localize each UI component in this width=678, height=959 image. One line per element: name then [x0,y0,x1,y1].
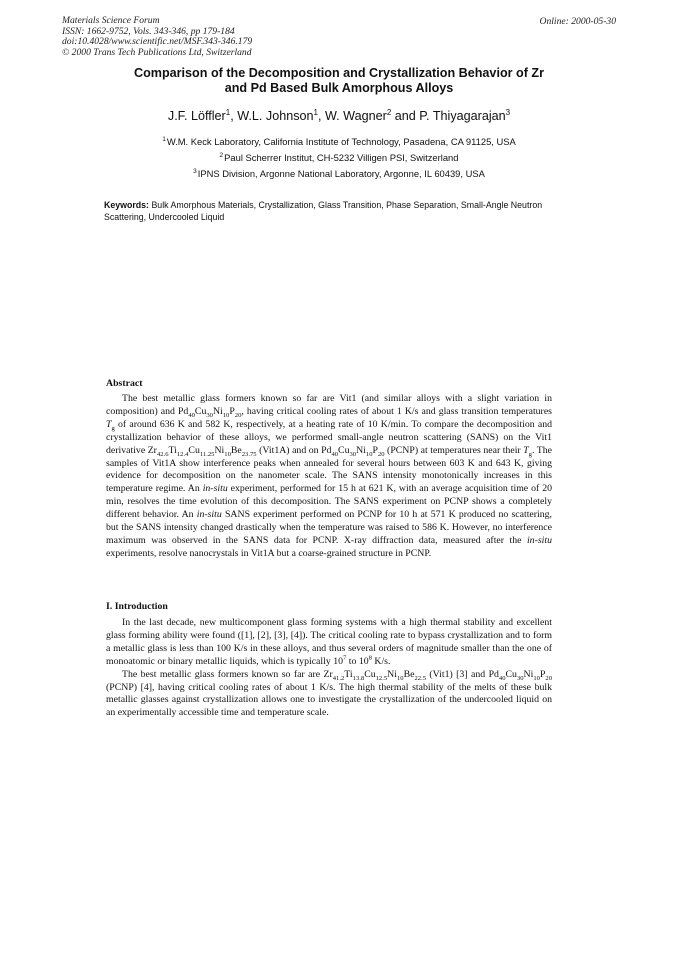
affiliation-3 [60,168,618,179]
formula-subscript: 10 [533,674,540,682]
text-run: . The samples of Vit1A show interference peaks when annealed for several hours between 603 K and 643 K, giving evidence for decomposition on the nanometer scale. The SANS intensity monotonically increases in this temperature regime. An [106,444,553,495]
formula-pcnp: $Pd_{40}Cu_{30}Ni_{10}P_{20}$ [488,668,552,682]
tg-subscript: g [111,424,115,432]
issn-line: ISSN: 1662-9752, Vols. 343-346, pp 179-184 [62,25,235,37]
formula-subscript: 30 [349,450,357,458]
author-separator: , [230,109,238,123]
author-list [60,109,618,123]
formula-subscript: 11.25 [199,450,215,458]
formula-subscript: 20 [234,411,242,419]
formula-pcnp: $Pd_{40}Cu_{30}Ni_{10}P_{20}$ [177,405,242,419]
text-run: (PCNP) at temperatures near their [384,444,524,456]
formula-subscript: 10 [222,411,230,419]
author-name: P. Thiyagarajan [419,109,506,123]
formula-pcnp: $Pd_{40}Cu_{30}Ni_{10}P_{20}$ [321,444,385,458]
affiliation-text: IPNS Division, Argonne National Laboratory, Argonne, IL 60439, USA [197,168,485,179]
tg-subscript: g [528,450,532,458]
paper-title [80,66,598,96]
text-run: The best metallic glass formers known so far are [122,668,324,680]
author-affiliation-mark: 3 [505,107,511,117]
formula-subscript: 30 [206,411,213,419]
formula-subscript: 10 [365,450,373,458]
keywords-text: Bulk Amorphous Materials, Crystallization, Glass Transition, Phase Separation, Small-Angle Neutron Scattering, Undercooled Liquid [104,200,543,222]
formula-subscript: 42.6 [156,450,169,458]
title-line-1: Comparison of the Decomposition and Crystallization Behavior of Zr [133,66,545,80]
formula-subscript: 20 [545,674,552,682]
introduction-body [106,617,552,720]
affiliation-number: 3 [193,167,197,175]
intro-paragraph-1 [106,617,552,669]
abstract-paragraph [106,393,552,561]
author-name: J.F. Löffler [167,109,226,123]
online-date: Online: 2000-05-30 [539,16,616,27]
author-affiliation-mark: 2 [386,107,392,117]
author-name: W.L. Johnson [237,109,314,123]
affiliation-text: W.M. Keck Laboratory, California Institute of Technology, Pasadena, CA 91125, USA [166,136,516,147]
affiliation-text: Paul Scherrer Institut, CH-5232 Villigen PSI, Switzerland [224,152,459,163]
keywords [104,199,570,223]
formula-subscript: 40 [498,674,506,682]
tg-symbol: T [106,418,112,430]
formula-subscript: 12.5 [375,674,388,682]
text-run: SANS experiment performed on PCNP for 10 h at 571 K produced no scattering, but the SANS intensity changed drastically when the temperature was raised to 586 K. However, no interference maximum was observed in the SANS data for PCNP. X-ray diffraction data, measured after the [106,509,552,546]
in-situ-term: in-situ [202,483,228,495]
in-situ-term: in-situ [196,509,222,521]
journal-name: Materials Science Forum [62,15,160,26]
copyright-line: © 2000 Trans Tech Publications Ltd, Switzerland [62,46,252,58]
formula-subscript: 40 [331,450,339,458]
affiliation-number: 1 [162,135,166,143]
formula-vit1a: $Zr_{42.6}Ti_{12.4}Cu_{11.25}Ni_{10}Be_{23.75}$ [147,444,257,458]
exponent: 8 [368,654,372,662]
text-run: to 10 [346,655,369,667]
formula-vit1: $Zr_{41.2}Ti_{13.8}Cu_{12.5}Ni_{10}Be_{22.5}$ [323,668,427,682]
text-run: experiments, resolve nanocrystals in Vit1A but a coarse-grained structure in PCNP. [106,547,432,559]
formula-subscript: 23.75 [241,450,257,458]
formula-subscript: 10 [396,674,404,682]
formula-subscript: 41.2 [332,674,345,682]
text-run: , having critical cooling rates of about 1 K/s and glass transition temperatures [241,405,552,417]
author-affiliation-mark: 1 [313,107,318,117]
abstract-heading: Abstract [106,378,143,389]
text-run: In the last decade, new multicomponent glass forming systems with a high thermal stability and excellent glass forming ability were found ([1], [2], [3], [4]). The critical cooling rate to bypass crystallization and to form a metallic glass is less than 100 K/s in these alloys, and thus several orders of magnitude smaller than the one of monoatomic or binary metallic liquids, which is typically 10 [106,617,552,667]
affiliation-2 [60,152,618,163]
text-run: K/s. [371,655,391,667]
doi-line: doi:10.4028/www.scientific.net/MSF.343-346.179 [62,36,253,48]
formula-subscript: 12.4 [176,450,189,458]
in-situ-term: in-situ [526,534,552,546]
author-separator: , [317,109,325,123]
formula-subscript: 30 [516,674,524,682]
abstract-body [106,393,552,561]
text-run: of around 636 K and 582 K, respectively, at a heating rate of 10 K/min. To compare the decomposition and crystallization behavior of these alloys, we performed small-angle neutron scattering (SANS) on the Vit1 derivative [106,418,552,456]
formula-subscript: 10 [224,450,231,458]
formula-subscript: 22.5 [414,674,427,682]
title-line-2: and Pd Based Bulk Amorphous Alloys [224,81,454,96]
affiliation-1 [60,136,618,147]
introduction-heading: I. Introduction [106,601,168,612]
affiliation-number: 2 [219,151,224,159]
author-name: W. Wagner [324,109,387,123]
exponent: 7 [343,654,347,662]
formula-subscript: 20 [377,450,385,458]
text-run: (Vit1) [3] and [426,668,489,680]
author-affiliation-mark: 1 [225,107,231,117]
journal-header [62,16,252,58]
text-run: experiment, performed for 15 h at 621 K, with an average acquisition time of 20 min, resolves the time evolution of this decomposition. The SANS experiment on PCNP shows a completely different behavior. An [106,483,552,521]
tg-symbol: T [523,444,529,456]
keywords-label: Keywords: [104,200,149,210]
intro-paragraph-2 [106,669,552,721]
formula-subscript: 40 [188,411,195,419]
text-run: (Vit1A) and on [256,444,322,456]
text-run: The best metallic glass formers known so far are Vit1 (and similar alloys with a slight variation in composition) and [106,393,552,417]
formula-subscript: 13.8 [352,674,365,682]
text-run: (PCNP) [4], having critical cooling rates of about 1 K/s. The high thermal stability of the melts of these bulk metallic glasses against crystallization allows one to investigate the crystallization of the undercooled liquid on an experimentally accessible time and temperature scale. [106,681,552,719]
author-separator: and [391,109,420,123]
